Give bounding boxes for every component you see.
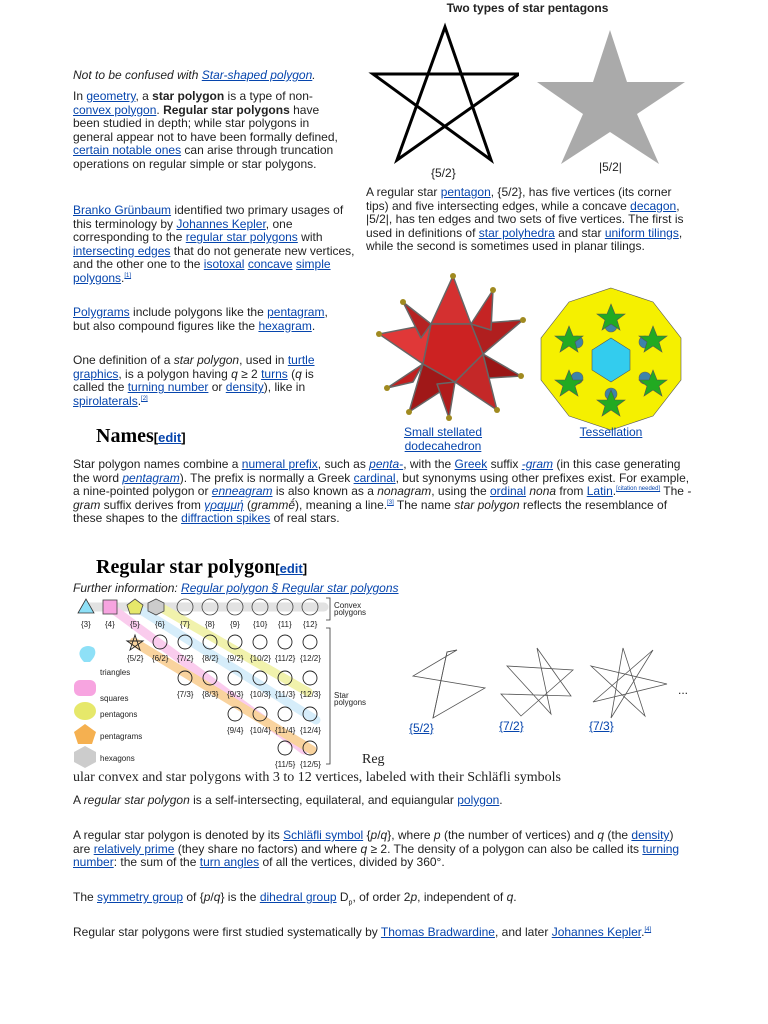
star-5-2-drawing[interactable] — [407, 646, 491, 720]
regular-paragraph-3: The symmetry group of {p/q} is the dihedral group $D_p$, of order 2p, independent of q. — [73, 890, 517, 907]
link-latin[interactable]: Latin — [586, 484, 613, 499]
link-star-shaped-polygon[interactable]: Star-shaped polygon — [201, 68, 313, 82]
edit-link-wrapper: [edit] — [153, 430, 186, 445]
further-information: Further information: Regular polygon § Regular star polygons — [73, 581, 399, 595]
link-convex-polygon[interactable]: convex polygon — [73, 102, 157, 117]
intro-paragraph-3: Polygrams include polygons like the pentagram, but also compound figures like the hexagram. — [73, 305, 328, 333]
link-numeral-prefix[interactable]: numeral prefix — [241, 457, 318, 471]
link-dihedral-group[interactable]: dihedral group — [259, 890, 337, 904]
pentagram-outline — [373, 27, 519, 160]
link-turn-angles[interactable]: turn angles — [199, 855, 260, 870]
link-relatively-prime[interactable]: relatively prime — [93, 841, 175, 856]
table-caption: ular convex and star polygons with 3 to 12 vertices, labeled with their Schläfli symbols — [73, 770, 561, 785]
link-diffraction-spikes[interactable]: diffraction spikes — [181, 511, 271, 526]
star-5-2-label[interactable]: {5/2} — [409, 721, 434, 735]
intro-paragraph-2: Branko Grünbaum identified two primary usages of this terminology by Johannes Kepler, one corresponding to the regular star polygons with intersecting edges that do not generate new vertices, and the other one to the isotoxal concave simple polygons.[1] — [73, 203, 355, 285]
link-penta[interactable]: penta- — [369, 457, 404, 471]
link-regular-star-polygons[interactable]: regular star polygons — [185, 230, 298, 245]
link-turtle-graphics[interactable]: turtle graphics — [73, 353, 315, 381]
link-simple-polygons[interactable]: simple polygons — [73, 257, 331, 285]
edit-link-regular[interactable]: edit — [279, 561, 303, 576]
concave-decagon-shape — [537, 30, 685, 164]
link-certain-notable-ones[interactable]: certain notable ones — [73, 143, 182, 158]
link-intersecting-edges[interactable]: intersecting edges — [73, 243, 171, 258]
link-hexagram[interactable]: hexagram — [258, 318, 312, 333]
section-heading-names: Names[edit] — [96, 425, 186, 447]
star-drawings-ellipsis: ... — [678, 683, 689, 697]
link-johannes-kepler-2[interactable]: Johannes Kepler — [551, 925, 642, 939]
star-7-2-label[interactable]: {7/2} — [499, 719, 524, 733]
polygon-table-figure[interactable]: {3} {4} {5} {6} {7} {8} {9} {10} {11} {12} {5/2} {6/2} {7/2} {8/2} {9/2} {10/2} {11/2} {12/2} {7/3} {8/3} {9/3} {10/3} {11/3} {12/3} {9/4} {10/4} {11/4} {12/4} {11/5} {12/5} triangles squares pentagons pentagrams hexagons Convex polygons Star polygons — [72, 596, 402, 768]
link-pentagram[interactable]: pentagram — [267, 305, 325, 319]
link-regular-polygon-section[interactable]: Regular polygon § Regular star polygons — [181, 581, 399, 595]
link-gram[interactable]: -gram — [521, 457, 554, 471]
link-greek[interactable]: Greek — [454, 457, 488, 471]
link-star-polyhedra[interactable]: star polyhedra — [478, 225, 555, 240]
link-decagon[interactable]: decagon — [630, 198, 677, 213]
figure-caption: A regular star pentagon, {5/2}, has five vertices (its corner tips) and five intersecting edges, while a concave decagon, |5/2|, has ten edges and two sets of five vertices. The first is used in definitions of star polyhedra and star uniform tilings, while the second is sometimes used in planar tilings. — [366, 185, 684, 254]
regular-paragraph-4: Regular star polygons were first studied systematically by Thomas Bradwardine, and later Johannes Kepler.[4] — [73, 925, 652, 939]
star-drawings-figure — [405, 640, 695, 740]
intro-paragraph-4: One definition of a star polygon, used in turtle graphics, is a polygon having q ≥ 2 turns (q is called the turning number or density), like in spirolaterals.[2] — [73, 353, 315, 408]
regular-paragraph-1: A regular star polygon is a self-intersecting, equilateral, and equiangular polygon. — [73, 793, 503, 807]
pentagram-image[interactable] — [367, 22, 519, 167]
link-pentagram-word[interactable]: pentagram — [122, 470, 180, 485]
link-enneagram[interactable]: enneagram — [211, 484, 273, 499]
link-cardinal[interactable]: cardinal — [353, 470, 396, 485]
star-7-2-drawing[interactable] — [497, 646, 579, 720]
star-7-3-drawing[interactable] — [587, 646, 671, 720]
link-turning-number[interactable]: turning number — [127, 380, 209, 395]
link-polygon[interactable]: polygon — [457, 793, 500, 807]
link-geometry[interactable]: geometry — [86, 89, 136, 103]
small-stellated-dodecahedron-image[interactable] — [373, 272, 533, 422]
names-paragraph: Star polygon names combine a numeral prefix, such as penta-, with the Greek suffix -gram (in this case generating the word pentagram). The prefix is normally a Greek cardinal, but synonyms using other prefixes exist. For example, a nine-pointed polygon or enneagram is also known as a nonagram, using the ordinal nona from Latin.[citation needed] The -gram suffix derives from γραμμή (grammḗ), meaning a line.[3] The name star polygon reflects the resemblance of these shapes to the diffraction spikes of real stars. — [73, 457, 692, 526]
tessellation-caption[interactable]: Tessellation — [579, 425, 643, 439]
reference-1[interactable]: [1] — [124, 272, 132, 279]
concave-decagon-image[interactable] — [537, 28, 687, 166]
link-isotoxal[interactable]: isotoxal — [203, 257, 245, 272]
figure-title: Two types of star pentagons — [446, 1, 609, 15]
link-spirolaterals[interactable]: spirolaterals — [73, 393, 138, 408]
tessellation-image[interactable] — [535, 286, 687, 432]
link-pentagon[interactable]: pentagon — [440, 185, 491, 199]
link-johannes-kepler[interactable]: Johannes Kepler — [176, 216, 266, 231]
star-polygons-label: Star polygons — [334, 691, 367, 707]
intro-paragraph-1: In geometry, a star polygon is a type of non-convex polygon. Regular star polygons have been studied in depth; while star polygons in general appear not to have been formally defined, certain notable ones can arise through truncation operations on regular simple or star polygons. — [73, 89, 338, 171]
link-thomas-bradwardine[interactable]: Thomas Bradwardine — [380, 925, 495, 939]
table-caption-fragment: Reg — [362, 752, 385, 767]
link-gramme-greek[interactable]: γραμμή — [204, 497, 244, 512]
link-turning-number-2[interactable]: turning number — [73, 841, 680, 870]
link-symmetry-group[interactable]: symmetry group — [97, 890, 184, 904]
hatnote: Not to be confused with Star-shaped polygon. — [73, 68, 316, 82]
concave-decagon-label: |5/2| — [599, 160, 622, 174]
edit-link-names[interactable]: edit — [158, 430, 182, 445]
edit-link-wrapper-2: [edit] — [275, 561, 308, 576]
link-branko-grunbaum[interactable]: Branko Grünbaum — [73, 203, 172, 217]
citation-needed[interactable]: [citation needed] — [616, 486, 661, 493]
reference-4[interactable]: [4] — [644, 927, 652, 933]
convex-polygons-label: Convex polygons — [334, 601, 367, 617]
section-heading-regular-star-polygon: Regular star polygon[edit] — [96, 556, 308, 578]
star-7-3-label[interactable]: {7/3} — [589, 719, 614, 733]
pentagram-label: {5/2} — [431, 166, 456, 180]
link-density[interactable]: density — [225, 380, 264, 395]
figure-two-star-pentagons — [365, 0, 690, 270]
link-uniform-tilings[interactable]: uniform tilings — [604, 225, 679, 240]
figure-stellated-and-tessellation — [365, 270, 695, 460]
small-stellated-dodecahedron-caption[interactable]: Small stellated dodecahedron — [403, 425, 483, 453]
regular-paragraph-2: A regular star polygon is denoted by its Schläfli symbol {p/q}, where p (the number of vertices) and q (the density) are relatively prime (they share no factors) and where q ≥ 2. The density of a polygon can also be called its turning number: the sum of the turn angles of all the vertices, divided by 360°. — [73, 828, 680, 870]
reference-2[interactable]: [2] — [141, 395, 148, 402]
link-concave[interactable]: concave — [247, 257, 293, 272]
link-polygrams[interactable]: Polygrams — [73, 305, 130, 319]
reference-3[interactable]: [3] — [387, 499, 394, 506]
link-ordinal[interactable]: ordinal — [489, 484, 527, 499]
link-schlafli-symbol[interactable]: Schläfli symbol — [283, 828, 364, 842]
link-turns[interactable]: turns — [261, 366, 288, 381]
link-density-2[interactable]: density — [631, 828, 670, 842]
